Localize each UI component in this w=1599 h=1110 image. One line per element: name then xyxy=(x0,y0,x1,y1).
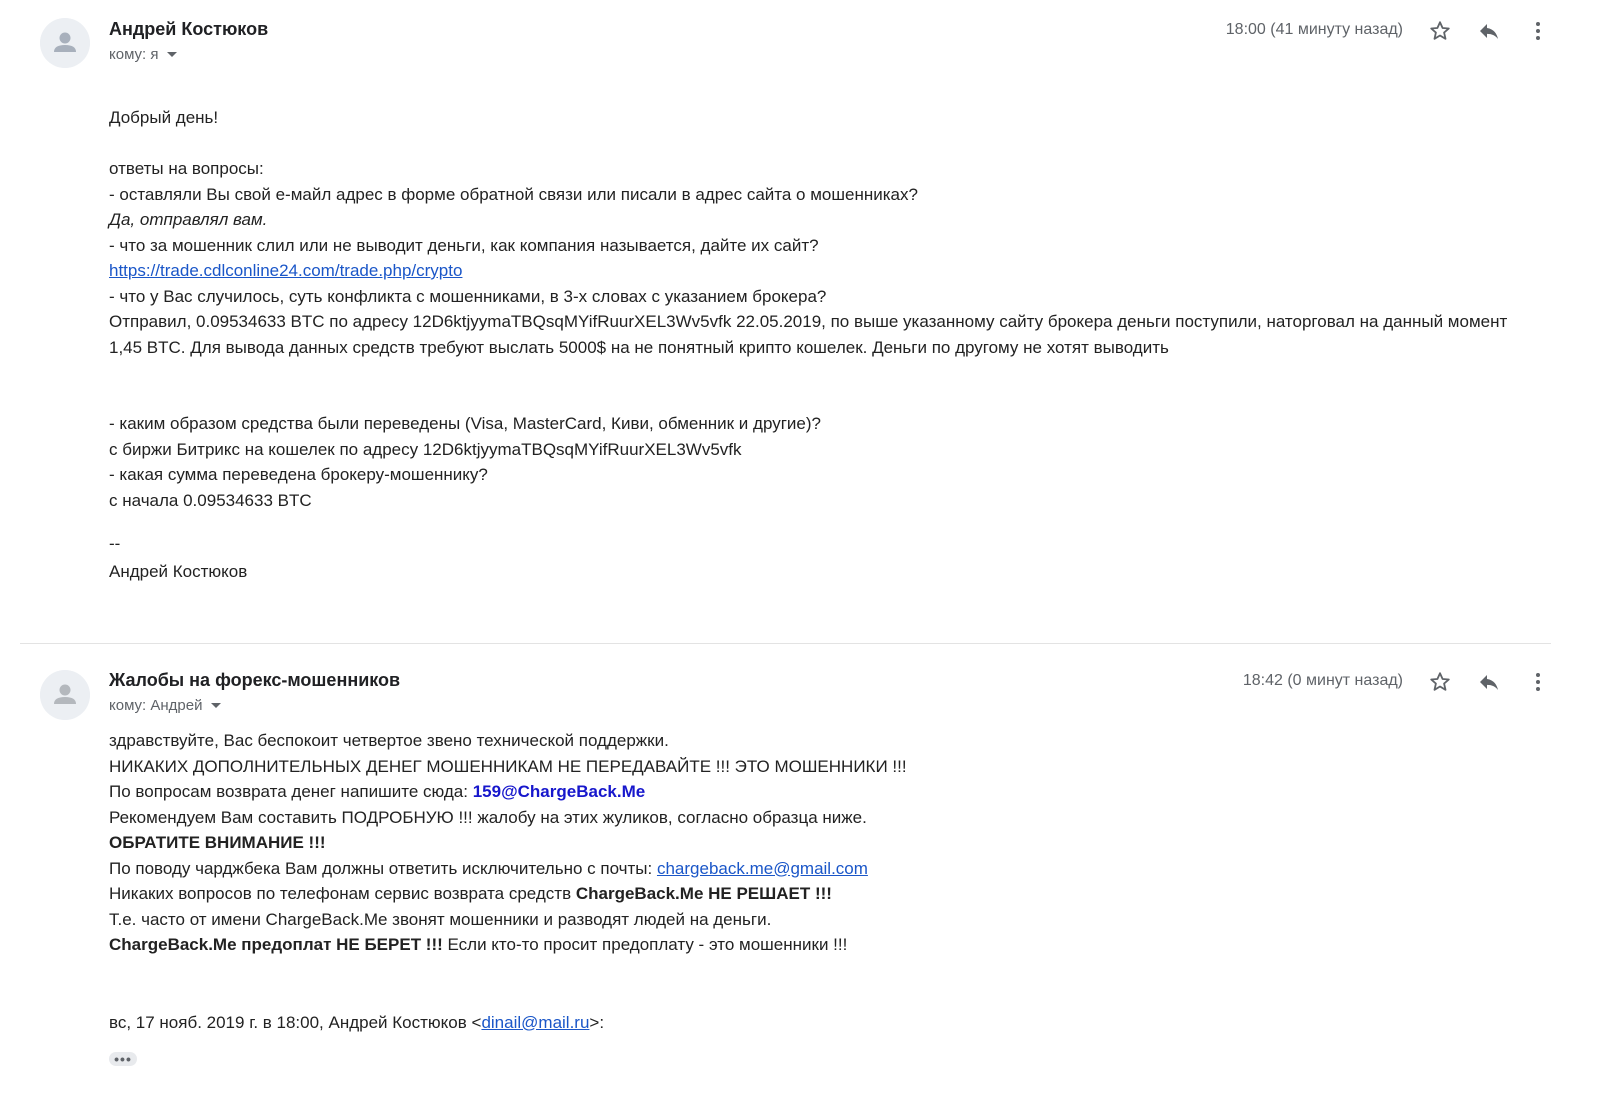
body-line-7-text: Никаких вопросов по телефонам сервис возврата средств xyxy=(109,884,576,903)
more-options-button[interactable] xyxy=(1524,17,1552,45)
more-options-button[interactable] xyxy=(1524,668,1552,696)
intro-text: ответы на вопросы: xyxy=(109,159,264,178)
body-line-7 xyxy=(109,881,1509,907)
message-time: 18:00 (41 минуту назад) xyxy=(1225,21,1403,38)
body-line-3-text: По вопросам возврата денег напишите сюда: xyxy=(109,782,473,801)
body-line-6-text: По поводу чарджбека Вам должны ответить исключительно с почты: xyxy=(109,858,657,878)
message-divider xyxy=(20,643,1551,644)
sender-name[interactable]: Андрей Костюков xyxy=(109,19,269,39)
spacer xyxy=(109,513,1509,531)
body-line-9 xyxy=(109,932,1509,958)
body-line-9-bold: ChargeBack.Me предоплат НЕ БЕРЕТ !!! xyxy=(109,935,443,954)
question-4: - каким образом средства были переведены (Visa, MasterCard, Киви, обменник и другие)? xyxy=(109,414,821,433)
chevron-down-icon[interactable] xyxy=(211,703,221,708)
broker-site-link[interactable]: https://trade.cdlconline24.com/trade.php/crypto xyxy=(109,261,463,280)
recipient-line[interactable] xyxy=(109,46,177,63)
greeting: Добрый день! xyxy=(109,108,219,127)
answer-1: Да, отправлял вам. xyxy=(109,210,268,229)
answer-3: Отправил, 0.09534633 BTC по адресу 12D6ktjyymaTBQsqMYifRuurXEL3Wv5vfk 22.05.2019, по выше указанному сайту брокера деньги поступили, наторговал на данный момент 1,45 BTC. Для вывода данных средств требуют выслать 5000$ на не понятный крипто кошелек. Деньги по другому не хотят выводить xyxy=(109,312,1508,357)
show-trimmed-content-button[interactable]: ••• xyxy=(109,1052,137,1066)
body-line-5: ОБРАТИТЕ ВНИМАНИЕ !!! xyxy=(109,833,326,852)
reply-icon xyxy=(1477,19,1501,43)
body-line-3 xyxy=(109,779,1509,805)
question-2: - что за мошенник слил или не выводит деньги, как компания называется, дайте их сайт? xyxy=(109,235,819,255)
signature-name: Андрей Костюков xyxy=(109,561,248,581)
answer-4: с биржи Битрикс на кошелек по адресу 12D6ktjyymaTBQsqMYifRuurXEL3Wv5vfk xyxy=(109,439,742,459)
message-time: 18:42 (0 минут назад) xyxy=(1242,672,1403,689)
more-vert-icon xyxy=(1526,670,1550,694)
spacer xyxy=(109,360,1509,411)
message-body xyxy=(109,728,1509,1035)
quote-header xyxy=(109,1010,1509,1036)
answer-5: с начала 0.09534633 BTC xyxy=(109,490,312,510)
sender-avatar[interactable] xyxy=(40,670,90,720)
body-line-4: Рекомендуем Вам составить ПОДРОБНУЮ !!! жалобу на этих жуликов, согласно образца ниже. xyxy=(109,807,867,827)
star-icon xyxy=(1428,670,1452,694)
quote-prefix: вс, 17 нояб. 2019 г. в 18:00, Андрей Костюков < xyxy=(109,1012,482,1032)
person-icon xyxy=(40,18,90,68)
recipient-label: кому: Андрей xyxy=(109,697,203,714)
question-1: - оставляли Вы свой е-майл адрес в форме обратной связи или писали в адрес сайта о мошенниках? xyxy=(109,184,918,204)
star-button[interactable] xyxy=(1426,17,1454,45)
chargeback-email[interactable]: 159@ChargeBack.Me xyxy=(472,782,646,801)
body-line-9-text: Если кто-то просит предоплату - это мошенники !!! xyxy=(442,935,848,954)
signature-separator: -- xyxy=(109,534,121,553)
reply-button[interactable] xyxy=(1475,668,1503,696)
question-3: - что у Вас случилось, суть конфликта с мошенниками, в 3-х словах с указанием брокера? xyxy=(109,286,827,306)
quoted-sender-email[interactable]: dinail@mail.ru xyxy=(481,1012,590,1032)
sender-avatar[interactable] xyxy=(40,18,90,68)
question-5: - какая сумма переведена брокеру-мошеннику? xyxy=(109,465,488,484)
recipient-label: кому: я xyxy=(109,46,159,63)
recipient-line[interactable] xyxy=(109,697,221,714)
spacer xyxy=(109,958,1509,1009)
person-icon xyxy=(40,670,90,720)
message-body xyxy=(109,105,1509,584)
gmail-email-link[interactable]: chargeback.me@gmail.com xyxy=(656,858,868,878)
chevron-down-icon[interactable] xyxy=(167,52,177,57)
more-vert-icon xyxy=(1526,19,1550,43)
star-icon xyxy=(1428,19,1452,43)
body-line-2: НИКАКИХ ДОПОЛНИТЕЛЬНЫХ ДЕНЕГ МОШЕННИКАМ НЕ ПЕРЕДАВАЙТЕ !!! ЭТО МОШЕННИКИ !!! xyxy=(109,756,907,776)
reply-icon xyxy=(1477,670,1501,694)
star-button[interactable] xyxy=(1426,668,1454,696)
quote-suffix: >: xyxy=(589,1012,605,1032)
body-line-1: здравствуйте, Вас беспокоит четвертое звено технической поддержки. xyxy=(109,731,669,750)
body-line-8: Т.е. часто от имени ChargeBack.Me звонят мошенники и разводят людей на деньги. xyxy=(109,909,772,929)
sender-name[interactable]: Жалобы на форекс-мошенников xyxy=(109,670,401,690)
spacer xyxy=(109,131,1509,157)
body-line-7-bold: ChargeBack.Me НЕ РЕШАЕТ !!! xyxy=(575,884,832,903)
email-message-2 xyxy=(0,660,1599,1110)
body-line-6 xyxy=(109,856,1509,882)
reply-button[interactable] xyxy=(1475,17,1503,45)
